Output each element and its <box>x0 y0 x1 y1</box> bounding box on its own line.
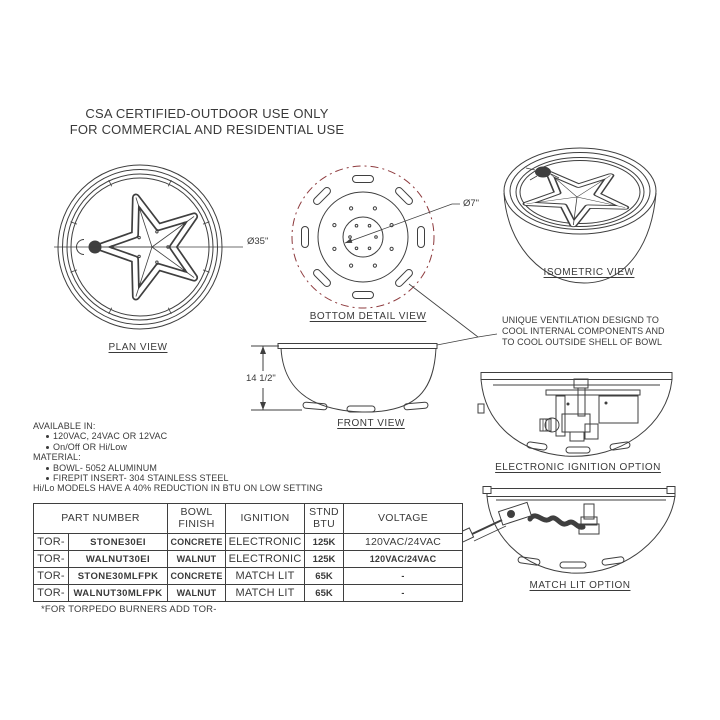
ventilation-note <box>502 315 665 349</box>
table-row <box>34 534 463 551</box>
plan-view-drawing <box>54 165 243 329</box>
part-number-table <box>33 503 463 602</box>
certification-line-2: FOR COMMERCIAL AND RESIDENTIAL USE <box>69 121 345 137</box>
ventilation-note-line: COOL INTERNAL COMPONENTS AND <box>502 326 665 337</box>
match-lit-label: MATCH LIT OPTION <box>529 580 631 591</box>
header-ignition: IGNITION <box>226 504 305 534</box>
ventilation-slots <box>302 176 425 299</box>
available-item: 120VAC, 24VAC OR 12VAC <box>33 431 323 441</box>
header-bowl-finish: BOWL FINISH <box>168 504 226 534</box>
bottom-hole-dimension: Ø7" <box>463 198 480 209</box>
cell-ignition: MATCH LIT <box>226 585 305 602</box>
burner-valve-isometric <box>535 167 551 178</box>
front-height-dimension: 14 1/2" <box>246 373 276 384</box>
available-in-heading: AVAILABLE IN: <box>33 421 96 431</box>
header-stnd-btu: STND BTU <box>305 504 344 534</box>
cell-prefix: TOR- <box>34 568 69 585</box>
cell-btu: 125K <box>305 551 344 568</box>
cell-finish: WALNUT <box>168 551 226 568</box>
ventilation-note-line: TO COOL OUTSIDE SHELL OF BOWL <box>502 337 663 348</box>
bolt-holes <box>333 207 393 267</box>
cell-voltage: 120VAC/24VAC <box>344 534 463 551</box>
bullet-icon <box>46 467 49 470</box>
certification-header <box>17 106 397 137</box>
cell-voltage: - <box>344 585 463 602</box>
bullet-icon <box>46 446 49 449</box>
ventilation-note-line: UNIQUE VENTILATION DESIGND TO <box>502 315 659 325</box>
bottom-detail-view-label: BOTTOM DETAIL VIEW <box>309 311 427 322</box>
electronic-ignition-label: ELECTRONIC IGNITION OPTION <box>495 462 661 473</box>
table-row <box>34 551 463 568</box>
bullet-icon <box>46 477 49 480</box>
cell-ignition: ELECTRONIC <box>226 551 305 568</box>
plan-diameter-dimension: Ø35" <box>247 236 269 247</box>
available-item: On/Off OR Hi/Low <box>33 442 323 452</box>
table-row <box>34 568 463 585</box>
cell-voltage: - <box>344 568 463 585</box>
cell-btu: 125K <box>305 534 344 551</box>
cell-part: WALNUT30MLFPK <box>69 585 168 602</box>
material-heading: MATERIAL: <box>33 452 81 463</box>
cell-part: STONE30EI <box>69 534 168 551</box>
spec-text-block <box>33 421 323 494</box>
material-item: FIREPIT INSERT- 304 STAINLESS STEEL <box>33 473 323 483</box>
cell-finish: CONCRETE <box>168 568 226 585</box>
match-lit-drawing <box>458 487 675 574</box>
cell-btu: 65K <box>305 585 344 602</box>
isometric-view-label: ISOMETRIC VIEW <box>543 267 635 278</box>
front-view-label: FRONT VIEW <box>337 418 405 429</box>
cell-prefix: TOR- <box>34 534 69 551</box>
header-part-number: PART NUMBER <box>34 504 168 534</box>
cell-finish: WALNUT <box>168 585 226 602</box>
bullet-icon <box>46 435 49 438</box>
plan-view-label: PLAN VIEW <box>108 342 168 353</box>
electronic-ignition-drawing <box>478 373 672 457</box>
table-footnote: *FOR TORPEDO BURNERS ADD TOR- <box>41 604 217 615</box>
cell-part: STONE30MLFPK <box>69 568 168 585</box>
cell-finish: CONCRETE <box>168 534 226 551</box>
cell-voltage: 120VAC/24VAC <box>344 551 463 568</box>
cell-ignition: ELECTRONIC <box>226 534 305 551</box>
hilo-note: Hi/Lo MODELS HAVE A 40% REDUCTION IN BTU ON LOW SETTING <box>33 483 323 494</box>
cell-btu: 65K <box>305 568 344 585</box>
material-item: BOWL- 5052 ALUMINUM <box>33 463 323 473</box>
cell-prefix: TOR- <box>34 551 69 568</box>
front-view-drawing <box>251 334 497 412</box>
table-row <box>34 585 463 602</box>
header-voltage: VOLTAGE <box>344 504 463 534</box>
cell-part: WALNUT30EI <box>69 551 168 568</box>
table-header-row <box>34 504 463 534</box>
certification-line-1: CSA CERTIFIED-OUTDOOR USE ONLY <box>85 106 329 121</box>
isometric-view-drawing <box>504 148 656 283</box>
cell-ignition: MATCH LIT <box>226 568 305 585</box>
cell-prefix: TOR- <box>34 585 69 602</box>
